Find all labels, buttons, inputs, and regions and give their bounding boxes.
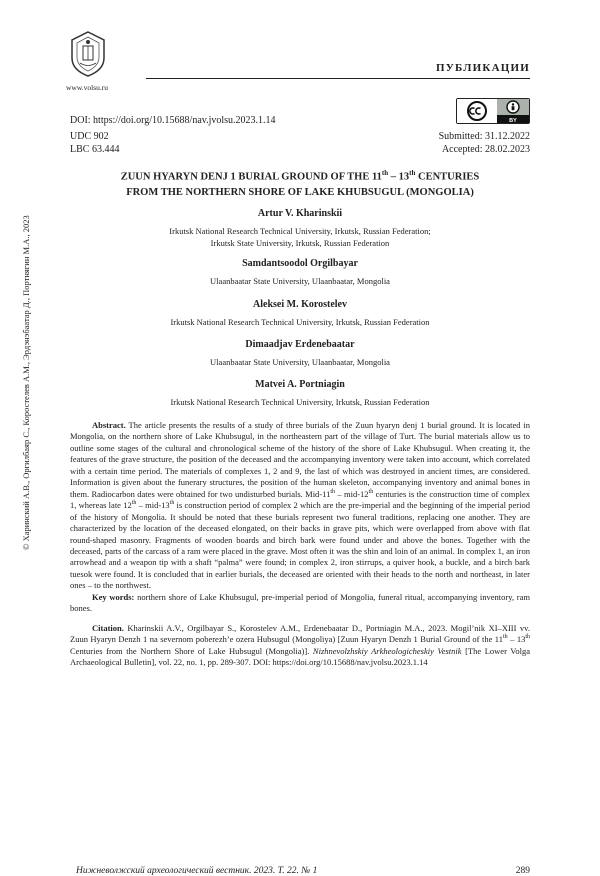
section-heading: ПУБЛИКАЦИИ [436,62,530,74]
author-affiliation: Ulaanbaatar State University, Ulaanbaatar, Mongolia [210,276,390,286]
citation-paragraph: Citation. Kharinskii A.V., Orgilbayar S., Korostelev A.M., Erdenebaatar D., Portniagin M.A., 2023. Mogil’nik XI–XIII vv. Zuun Hyaryn Denzh 1 na severnom poberezh’e ozera Hubsugul (Mongoliya) [Zuun Hyaryn Denzh 1 Burial Ground of the 11th – 13th Centuries from the Northern Shore of Lake Hubsugul (Mongolia)]. Nizhnevolzhskiy Arkheologicheskiy Vestnik [The Lower Volga Archaeological Bulletin], vol. 22, no. 1, pp. 289-307. DOI: https://doi.org/10.15688/nav.jvolsu.2023.1.14 [70,622,531,668]
doi-link[interactable]: DOI: https://doi.org/10.15688/nav.jvolsu.2023.1.14 [70,115,276,126]
udc-code: UDC 902 [70,131,109,142]
abstract-block [70,420,530,669]
cc-icon [457,99,497,123]
author-affiliation: Ulaanbaatar State University, Ulaanbaatar, Mongolia [210,357,390,367]
author-affiliation: Irkutsk National Research Technical University, Irkutsk, Russian Federation; Irkutsk State University, Irkutsk, Russian Federation [169,226,431,248]
citation-journal-title: Nizhnevolzhskiy Arkheologicheskiy Vestnik [312,645,462,656]
footer-journal-name: Нижневолжский археологический вестник. 2023. Т. 22. № 1 [76,866,318,876]
header-divider [146,78,530,79]
abstract-label: Abstract. [92,420,126,430]
submitted-date: Submitted: 31.12.2022 [438,131,530,142]
cc-badge-right [497,99,529,123]
cc-badge-left [457,99,497,123]
cc-by-license-badge[interactable] [456,98,530,124]
copyright-text: © Харинский А.В., Оргилбаяр С., Коростелев А.М., Эрдэнэбаатар Д., Портнягин М.А., 2023 [21,215,31,550]
lbc-code: LBC 63.444 [70,144,120,155]
article-title [70,166,530,200]
author-name: Dimaadjav Erdenebaatar [245,339,355,350]
title-line-2: FROM THE NORTHERN SHORE OF LAKE KHUBSUGUL (MONGOLIA) [126,186,474,198]
author-affiliation: Irkutsk National Research Technical University, Irkutsk, Russian Federation [170,317,430,327]
keywords-label: Key words: [92,591,135,602]
author-name: Artur V. Kharinskii [257,208,343,219]
citation-label: Citation. [92,622,124,633]
page-number: 289 [515,866,530,876]
accepted-date: Accepted: 28.02.2023 [441,144,530,155]
author-affiliation: Irkutsk National Research Technical University, Irkutsk, Russian Federation [170,397,430,407]
author-name: Matvei A. Portniagin [255,379,345,390]
author-name: Samdantsoodol Orgilbayar [242,258,358,269]
submission-dates [439,130,530,156]
journal-website[interactable]: www.volsu.ru [66,83,109,92]
classification-codes [70,130,119,156]
author-name: Aleksei M. Korostelev [253,299,347,310]
abstract-paragraph: Abstract. The article presents the results of a study of three burials of the Zuun hyaryn denj 1 burial ground. It is located in Mongolia, on the northern shore of Lake Khubsugul, in the northeastern part of the village of Turt. The burial materials allow us to outline some stages of the cultural and chronological scheme of the history of the shore of Lake Khubsugul. When creating it, the features of the grave structure, the position of the deceased and the accompanying inventory were taken into account, which correlated with a certain time period. The materials of complexes 1, 2 and 9, the last of which was destroyed in ancient times, are considered. Information is given about the funerary structures, the position of the human skeleton, accompanying inventory and animal bones in them. Radiocarbon dates were obtained for two undisturbed burials. Mid-11th – mid-12th centuries is the construction time of complex 1, whereas late 12th – mid-13th is construction period of complex 2 which are the pre-imperial and the beginning of the imperial period of the history of Mongolia. It should be noted that these burials represent two funeral traditions, replacing one another. They are characterized by the location of the deceased elongated, on their backs in grave pits, which were overlapped from above with flat round-shaped masonry. Fragments of wooden boards and birch bark were found under and above the bones. Together with the deceased, parts of the carcass of a ram were placed in the grave. Most often it was the shin and loin of an animal. In complex 1, an iron arrowhead and a weapon tip with a shaft “palma” were found; in complex 2, iron stirrups, a quiver hook, a buckle, and a birch bark tuesok were found. It is concluded that in earlier burials, the deceased are oriented with their heads to the north and northeast, in later ones – to the northwest. [70,420,530,591]
university-logo [68,30,108,78]
keywords-paragraph: Key words: northern shore of Lake Khubsugul, pre-imperial period of Mongolia, funeral ritual, accompanying inventory, ram bones. [70,591,530,614]
title-line-1: ZUUN HYARYN DENJ 1 BURIAL GROUND OF THE 11th – 13th CENTURIES [120,169,480,183]
license-label: BY [509,118,517,124]
